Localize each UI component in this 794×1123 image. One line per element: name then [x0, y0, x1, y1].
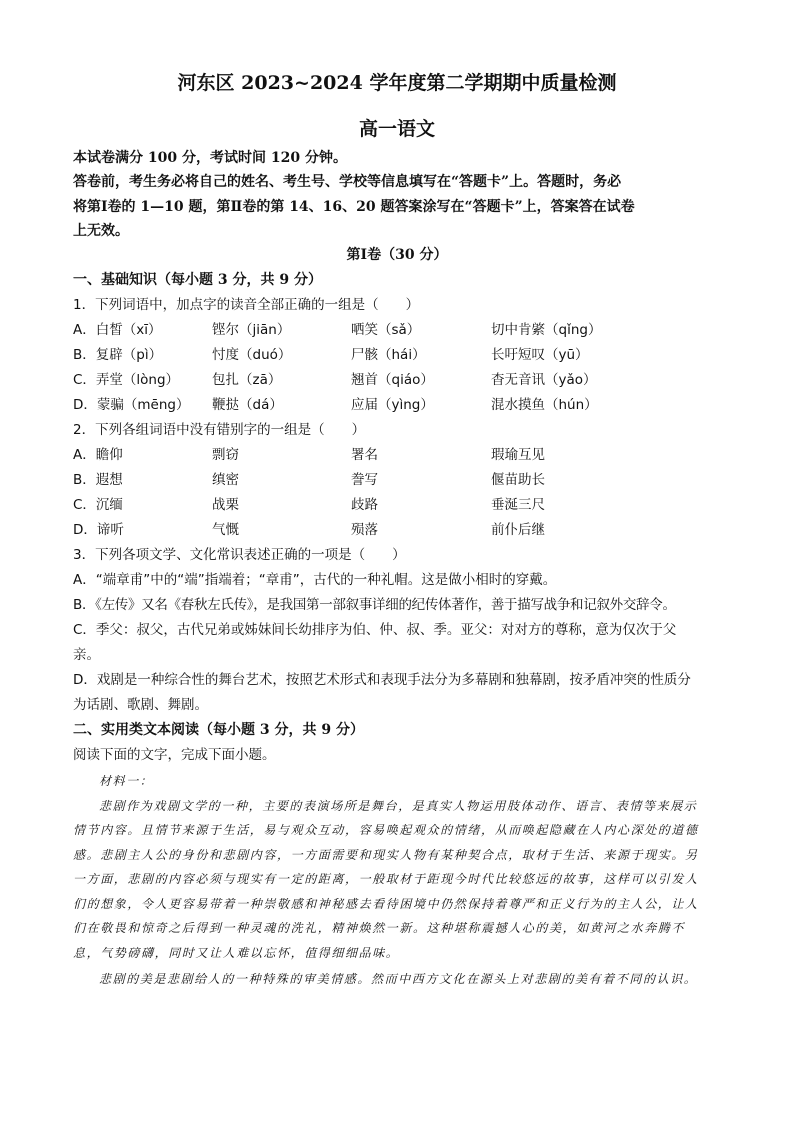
essay-line: 们的想象，令人更容易带着一种崇敬感和神秘感去看待困境中仍然保持着尊严和正义行为的主人公，让人	[73, 897, 699, 911]
intro-line-2: 答卷前，考生务必将自己的姓名、考生号、学校等信息填写在“答题卡”上。答题时，务必	[73, 174, 622, 190]
option-cell: 战栗	[212, 497, 239, 513]
option-cell: D．谛听	[73, 522, 124, 538]
option-cell: 应届（yìng）	[351, 397, 434, 413]
essay-line: 一方面，悲剧的内容必须与现实有一定的距离，一般取材于距现今时代比较悠远的故事，这样可以引发人	[73, 872, 699, 886]
option-cell: 长吁短叹（yū）	[491, 347, 589, 363]
option-cell: C．沉缅	[73, 497, 123, 513]
essay-line: 情节内容。且情节来源于生活，易与观众互动，容易唤起观众的情绪，从而唤起隐藏在人内心深处的道德	[73, 823, 699, 837]
material-label: 材料一：	[99, 774, 154, 788]
option-cell: 署名	[351, 447, 378, 463]
option-cell: 垂涎三尺	[491, 497, 545, 513]
reading-instruction: 阅读下面的文字，完成下面小题。	[73, 747, 276, 763]
option-cell: 剽窃	[212, 447, 239, 463]
essay-line: 们在敬畏和惊奇之后得到一种灵魂的洗礼，精神焕然一新。这种堪称震撼人心的美，如黄河之水奔腾不	[73, 921, 686, 935]
option-cell: 缜密	[212, 472, 239, 488]
question-3-option-a: A．“端章甫”中的“端”指端着；“章甫”，古代的一种礼帽。这是做小相时的穿戴。	[73, 572, 557, 588]
option-cell: 翘首（qiáo）	[351, 372, 434, 388]
option-cell: 誊写	[351, 472, 378, 488]
essay-line: 感。悲剧主人公的身份和悲剧内容，一方面需要和现实人物有某种契合点，取材于生活、来源于现实。另	[73, 848, 699, 862]
question-2-stem: 2．下列各组词语中没有错别字的一组是（ ）	[73, 422, 366, 438]
option-cell: 鞭挞（dá）	[212, 397, 283, 413]
option-cell: A．白皙（xī）	[73, 322, 162, 338]
option-cell: B．遐想	[73, 472, 123, 488]
essay-line: 悲剧作为戏剧文学的一种，主要的表演场所是舞台，是真实人物运用肢体动作、语言、表情等来展示	[99, 799, 698, 813]
option-cell: A．瞻仰	[73, 447, 123, 463]
intro-line-4: 上无效。	[73, 223, 129, 239]
section-2-heading: 二、实用类文本阅读（每小题 3 分，共 9 分）	[73, 722, 364, 738]
option-cell: 忖度（duó）	[212, 347, 292, 363]
option-cell: 杳无音讯（yǎo）	[491, 372, 597, 388]
option-cell: 哂笑（sǎ）	[351, 322, 421, 338]
option-cell: 铿尔（jiān）	[212, 322, 291, 338]
option-cell: 包扎（zā）	[212, 372, 282, 388]
option-cell: B．复辟（pì）	[73, 347, 163, 363]
option-cell: C．弄堂（lòng）	[73, 372, 180, 388]
question-3-option-d: D．戏剧是一种综合性的舞台艺术，按照艺术形式和表现手法分为多幕剧和独幕剧，按矛盾冲突的性质分	[73, 672, 691, 688]
question-3-stem: 3．下列各项文学、文化常识表述正确的一项是（ ）	[73, 547, 406, 563]
option-cell: 殒落	[351, 522, 378, 538]
option-cell: 偃苗助长	[491, 472, 545, 488]
option-cell: 前仆后继	[491, 522, 545, 538]
intro-line-3: 将第Ⅰ卷的 1—10 题，第Ⅱ卷的第 14、16、20 题答案涂写在“答题卡”上，答案答在试卷	[73, 199, 635, 215]
essay-line: 悲剧的美是悲剧给人的一种特殊的审美情感。然而中西方文化在源头上对悲剧的美有着不同的认识。	[99, 972, 698, 986]
question-3-option-d-cont: 为话剧、歌剧、舞剧。	[73, 697, 208, 713]
option-cell: 气慨	[212, 522, 239, 538]
exam-title: 河东区 2023~2024 学年度第二学期期中质量检测	[177, 72, 617, 94]
option-cell: 歧路	[351, 497, 378, 513]
essay-line: 息，气势磅礴，同时又让人难以忘怀，值得细细品味。	[73, 946, 400, 960]
question-3-option-b: B．《左传》又名《春秋左氏传》，是我国第一部叙事详细的纪传体著作，善于描写战争和记叙外交辞令。	[73, 597, 676, 613]
option-cell: 尸骸（hái）	[351, 347, 426, 363]
part-1-heading: 第Ⅰ卷（30 分）	[346, 247, 448, 263]
intro-line-1: 本试卷满分 100 分，考试时间 120 分钟。	[73, 150, 347, 166]
option-cell: D．蒙骗（mēng）	[73, 397, 190, 413]
exam-subject: 高一语文	[358, 118, 435, 140]
section-1-heading: 一、基础知识（每小题 3 分，共 9 分）	[73, 272, 322, 288]
question-3-option-c: C．季父：叔父，古代兄弟或姊妹间长幼排序为伯、仲、叔、季。亚父：对对方的尊称，意为仅次于父	[73, 622, 677, 638]
option-cell: 切中肯綮（qǐng）	[491, 322, 602, 338]
option-cell: 瑕瑜互见	[491, 447, 545, 463]
option-cell: 混水摸鱼（hún）	[491, 397, 598, 413]
question-1-stem: 1．下列词语中，加点字的读音全部正确的一组是（ ）	[73, 297, 420, 313]
question-3-option-c-cont: 亲。	[73, 647, 100, 663]
